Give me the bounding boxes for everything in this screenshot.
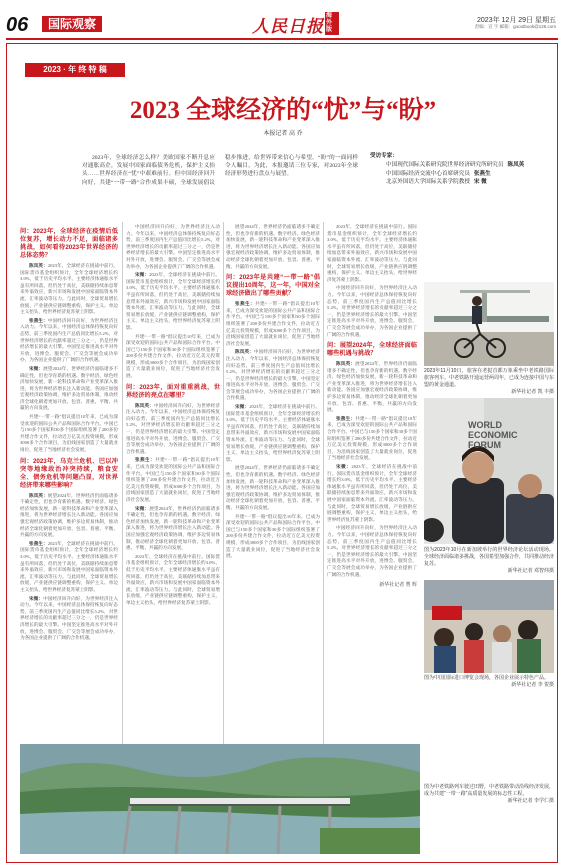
editor-info: 责编：宣 宇 邮箱：gooutbook@126.com bbox=[474, 24, 556, 29]
article-title: 2023 全球经济的“忧”与“盼” bbox=[129, 97, 437, 124]
issue-date: 2023年 12月 29日 星期五 bbox=[477, 17, 556, 24]
question-3: 问：2023年，面对重重挑战，世界经济的亮点在哪里？ bbox=[126, 383, 220, 399]
article-tag: 2023 · 年 终 特 稿 bbox=[25, 63, 125, 77]
guest-1: 中国现代国际关系研究院世界经济研究所研究员 陈凤英 bbox=[386, 162, 525, 169]
text-column-1: 问：2023年，全球经济在疫情后低位复苏，增长动力不足，面临诸多挑战，如何看待2023年世界经济的总体态势？ 陈凤英：2023年，全球经济在挑战中前行。国际货币基金组织预计，全年全球经济增长约3.0%，低于历史平均水平。主要经济体通胀水平虽有所回落，但仍处于高位，美联储持续加息带来外溢效应，新兴市场和发展中国家面临资本外流、汇率波动等压力。与此同时，全球贸易增长放缓，产业链供应链调整重构，保护主义、单边主义抬头，给世界经济复苏蒙上阴影。 张燕生：中国经济回升向好，为世界经济注入动力。今年以来，中国经济总体保持恢复向好态势，前三季度国内生产总值同比增长5.2%，对世界经济增长的贡献率超过三分之一，仍是世界经济增长的最大引擎。中国坚定推进高水平对外开放，进博会、服贸会、广交会等展会成功举办，为各国企业提供了广阔的合作机遇。 宋微：展望2024年，世界经济仍面临诸多不确定性，但也孕育新的机遇。数字经济、绿色经济加快发展，新一轮科技革命和产业变革深入推进，将为世界经济增长注入新动能。各国应加强宏观经济政策协调，维护多边贸易体制，推动经济全球化朝着更加开放、包容、普惠、平衡、共赢的方向发展。 共建“一带一路”倡议提出10年来，已成为深受欢迎的国际公共产品和国际合作平台。中国已与150多个国家和30多个国际组织签署了200多份共建合作文件，拉动近万亿美元投资规模，形成3000多个合作项目，为沿线国家创造了大量就业岗位，促进了当地经济社会发展。 问：2023年，乌克兰危机、巴以冲突等地缘政治冲突持续，粮食安全、债务危机等问题凸显，对世界经济带来哪些影响？ 陈凤英：展望2024年，世界经济仍面临诸多不确定性，但也孕育新的机遇。数字经济、绿色经济加快发展，新一轮科技革命和产业变革深入推进，将为世界经济增长注入新动能。各国应加强宏观经济政策协调，维护多边贸易体制，推动经济全球化朝着更加开放、包容、普惠、平衡、共赢的方向发展。 张燕生：2023年，全球经济在挑战中前行。国际货币基金组织预计，全年全球经济增长约3.0%，低于历史平均水平。主要经济体通胀水平虽有所回落，但仍处于高位，美联储持续加息带来外溢效应，新兴市场和发展中国家面临资本外流、汇率波动等压力。与此同时，全球贸易增长放缓，产业链供应链调整重构，保护主义、单边主义抬头，给世界经济复苏蒙上阴影。 宋微：中国经济回升向好，为世界经济注入动力。今年以来，中国经济总体保持恢复向好态势，前三季度国内生产总值同比增长5.2%，对世界经济增长的贡献率超过三分之一，仍是世界经济增长的最大引擎。中国坚定推进高水平对外开放，进博会、服贸会、广交会等展会成功举办，为各国企业提供了广阔的合作机遇。 bbox=[20, 228, 118, 641]
section-label: 国际观察 bbox=[42, 16, 102, 32]
caption-photo-1: 2023年11月10日，旅客在老挝首都万象乘坐中老铁路国际旅客列车。中老铁路开通运营两周年，已成为连接中国与东盟的黄金通道。 新华社记者 凯 丰摄 bbox=[424, 368, 555, 395]
header-rule bbox=[6, 38, 558, 40]
photo-train-cyclist bbox=[424, 282, 554, 366]
guest-3: 北京外国语大学国际关系学院教授 宋 微 bbox=[386, 179, 487, 186]
text-column-3: 展望2024年，世界经济仍面临诸多不确定性，但也孕育新的机遇。数字经济、绿色经济加快发展，新一轮科技革命和产业变革深入推进，将为世界经济增长注入新动能。各国应加强宏观经济政策协调，维护多边贸易体制，推动经济全球化朝着更加开放、包容、普惠、平衡、共赢的方向发展。 问：2023年是共建“一带一路”倡议提出10周年，这一年，中国对全球经济做出了哪些贡献？ 张燕生：共建“一带一路”倡议提出10年来，已成为深受欢迎的国际公共产品和国际合作平台。中国已与150多个国家和30多个国际组织签署了200多份共建合作文件，拉动近万亿美元投资规模，形成3000多个合作项目，为沿线国家创造了大量就业岗位，促进了当地经济社会发展。 陈凤英：中国经济回升向好，为世界经济注入动力。今年以来，中国经济总体保持恢复向好态势，前三季度国内生产总值同比增长5.2%，对世界经济增长的贡献率超过三分之一，仍是世界经济增长的最大引擎。中国坚定推进高水平对外开放，进博会、服贸会、广交会等展会成功举办，为各国企业提供了广阔的合作机遇。 宋微：2023年，全球经济在挑战中前行。国际货币基金组织预计，全年全球经济增长约3.0%，低于历史平均水平。主要经济体通胀水平虽有所回落，但仍处于高位，美联储持续加息带来外溢效应，新兴市场和发展中国家面临资本外流、汇率波动等压力。与此同时，全球贸易增长放缓，产业链供应链调整重构，保护主义、单边主义抬头，给世界经济复苏蒙上阴影。 展望2024年，世界经济仍面临诸多不确定性，但也孕育新的机遇。数字经济、绿色经济加快发展，新一轮科技革命和产业变革深入推进，将为世界经济增长注入新动能。各国应加强宏观经济政策协调，维护多边贸易体制，推动经济全球化朝着更加开放、包容、普惠、平衡、共赢的方向发展。 共建“一带一路”倡议提出10年来，已成为深受欢迎的国际公共产品和国际合作平台。中国已与150多个国家和30多个国际组织签署了200多份共建合作文件，拉动近万亿美元投资规模，形成3000多个合作项目，为沿线国家创造了大量就业岗位，促进了当地经济社会发展。 bbox=[226, 224, 320, 559]
caption-photo-3: 图为中国国际进口博览会现场，各国企业展示特色产品。 新华社记者 李 贺摄 bbox=[424, 675, 554, 688]
question-5: 问：展望2024年，全球经济面临哪些机遇与挑战？ bbox=[327, 342, 417, 358]
photo-railway-landscape bbox=[20, 744, 420, 854]
question-2: 问：2023年，乌克兰危机、巴以冲突等地缘政治冲突持续，粮食安全、债务危机等问题凸显，对世界经济带来哪些影响？ bbox=[20, 457, 118, 489]
page-header bbox=[6, 14, 558, 36]
forum-sign: WORLD ECONOMIC FORUM bbox=[468, 420, 518, 450]
byline: 本报记者 高 乔 bbox=[263, 131, 303, 137]
text-column-2: 中国经济回升向好，为世界经济注入动力。今年以来，中国经济总体保持恢复向好态势，前三季度国内生产总值同比增长5.2%，对世界经济增长的贡献率超过三分之一，仍是世界经济增长的最大引擎。中国坚定推进高水平对外开放，进博会、服贸会、广交会等展会成功举办，为各国企业提供了广阔的合作机遇。 宋微：2023年，全球经济在挑战中前行。国际货币基金组织预计，全年全球经济增长约3.0%，低于历史平均水平。主要经济体通胀水平虽有所回落，但仍处于高位，美联储持续加息带来外溢效应，新兴市场和发展中国家面临资本外流、汇率波动等压力。与此同时，全球贸易增长放缓，产业链供应链调整重构，保护主义、单边主义抬头，给世界经济复苏蒙上阴影。 共建“一带一路”倡议提出10年来，已成为深受欢迎的国际公共产品和国际合作平台。中国已与150多个国家和30多个国际组织签署了200多份共建合作文件，拉动近万亿美元投资规模，形成3000多个合作项目，为沿线国家创造了大量就业岗位，促进了当地经济社会发展。 问：2023年，面对重重挑战，世界经济的亮点在哪里？ 陈凤英：中国经济回升向好，为世界经济注入动力。今年以来，中国经济总体保持恢复向好态势，前三季度国内生产总值同比增长5.2%，对世界经济增长的贡献率超过三分之一，仍是世界经济增长的最大引擎。中国坚定推进高水平对外开放，进博会、服贸会、广交会等展会成功举办，为各国企业提供了广阔的合作机遇。 张燕生：共建“一带一路”倡议提出10年来，已成为深受欢迎的国际公共产品和国际合作平台。中国已与150多个国家和30多个国际组织签署了200多份共建合作文件，拉动近万亿美元投资规模，形成3000多个合作项目，为沿线国家创造了大量就业岗位，促进了当地经济社会发展。 宋微：展望2024年，世界经济仍面临诸多不确定性，但也孕育新的机遇。数字经济、绿色经济加快发展，新一轮科技革命和产业变革深入推进，将为世界经济增长注入新动能。各国应加强宏观经济政策协调，维护多边贸易体制，推动经济全球化朝着更加开放、包容、普惠、平衡、共赢的方向发展。 2023年，全球经济在挑战中前行。国际货币基金组织预计，全年全球经济增长约3.0%，低于历史平均水平。主要经济体通胀水平虽有所回落，但仍处于高位，美联储持续加息带来外溢效应，新兴市场和发展中国家面临资本外流、汇率波动等压力。与此同时，全球贸易增长放缓，产业链供应链调整重构，保护主义、单边主义抬头，给世界经济复苏蒙上阴影。 bbox=[126, 224, 220, 605]
logo-tag: 海外版 bbox=[325, 12, 339, 35]
caption-photo-2: 图为2023年10月在新加坡举行的世界经济论坛活动现场。全球经济面临诸多挑战，各国希望加强合作，共同推动经济复苏。 新华社记者 邓智炜摄 bbox=[424, 547, 555, 574]
question-4: 问：2023年是共建“一带一路”倡议提出10周年，这一年，中国对全球经济做出了哪些贡献？ bbox=[226, 274, 320, 298]
masthead-logo: 人民日报海外版 bbox=[252, 12, 339, 37]
question-1: 问：2023年，全球经济在疫情后低位复苏，增长动力不足，面临诸多挑战，如何看待2023年世界经济的总体态势？ bbox=[20, 228, 118, 259]
photo-expo-crowd bbox=[424, 580, 554, 673]
page-number: 06 bbox=[6, 14, 29, 36]
caption-photo-4: 图为中老铁路列车驶过田野，中老铁路带动沿线经济发展，成为共建“一带一路”高质量发展的标志性工程。 新华社记者 李学仁摄 bbox=[424, 784, 555, 804]
guest-experts bbox=[370, 152, 540, 187]
photo-economic-forum bbox=[424, 398, 554, 544]
guest-2: 中国国际经济交流中心首席研究员 张燕生 bbox=[386, 170, 491, 177]
editor-credit: 新华社记者 曹 辉 bbox=[379, 582, 417, 589]
guests-title: 受访专家： bbox=[370, 153, 398, 159]
text-column-4: 2023年，全球经济在挑战中前行。国际货币基金组织预计，全年全球经济增长约3.0%，低于历史平均水平。主要经济体通胀水平虽有所回落，但仍处于高位，美联储持续加息带来外溢效应，新兴市场和发展中国家面临资本外流、汇率波动等压力。与此同时，全球贸易增长放缓，产业链供应链调整重构，保护主义、单边主义抬头，给世界经济复苏蒙上阴影。 中国经济回升向好，为世界经济注入动力。今年以来，中国经济总体保持恢复向好态势，前三季度国内生产总值同比增长5.2%，对世界经济增长的贡献率超过三分之一，仍是世界经济增长的最大引擎。中国坚定推进高水平对外开放，进博会、服贸会、广交会等展会成功举办，为各国企业提供了广阔的合作机遇。 问：展望2024年，全球经济面临哪些机遇与挑战？ 陈凤英：展望2024年，世界经济仍面临诸多不确定性，但也孕育新的机遇。数字经济、绿色经济加快发展，新一轮科技革命和产业变革深入推进，将为世界经济增长注入新动能。各国应加强宏观经济政策协调，维护多边贸易体制，推动经济全球化朝着更加开放、包容、普惠、平衡、共赢的方向发展。 张燕生：共建“一带一路”倡议提出10年来，已成为深受欢迎的国际公共产品和国际合作平台。中国已与150多个国家和30多个国际组织签署了200多份共建合作文件，拉动近万亿美元投资规模，形成3000多个合作项目，为沿线国家创造了大量就业岗位，促进了当地经济社会发展。 宋微：2023年，全球经济在挑战中前行。国际货币基金组织预计，全年全球经济增长约3.0%，低于历史平均水平。主要经济体通胀水平虽有所回落，但仍处于高位，美联储持续加息带来外溢效应，新兴市场和发展中国家面临资本外流、汇率波动等压力。与此同时，全球贸易增长放缓，产业链供应链调整重构，保护主义、单边主义抬头，给世界经济复苏蒙上阴影。 中国经济回升向好，为世界经济注入动力。今年以来，中国经济总体保持恢复向好态势，前三季度国内生产总值同比增长5.2%，对世界经济增长的贡献率超过三分之一，仍是世界经济增长的最大引擎。中国坚定推进高水平对外开放，进博会、服贸会、广交会等展会成功举办，为各国企业提供了广阔的合作机遇。 新华社记者 曹 辉 bbox=[327, 224, 417, 589]
intro-paragraph: 2023年，全球经济怎么样？美欧国家不断升息应对通胀高企，发展中国家面临债务危机，保护主义抬头……世界经济在“忧”中艰难前行。但中国经济回升向好，共建“一带一路”合作成果丰硕，全球发展倡议稳步推进，给世界带来信心与希望。“盼”的一面同样令人瞩目。为此，本报邀请三位专家，对2023年全球经济形势进行盘点与展望。 bbox=[82, 155, 358, 186]
